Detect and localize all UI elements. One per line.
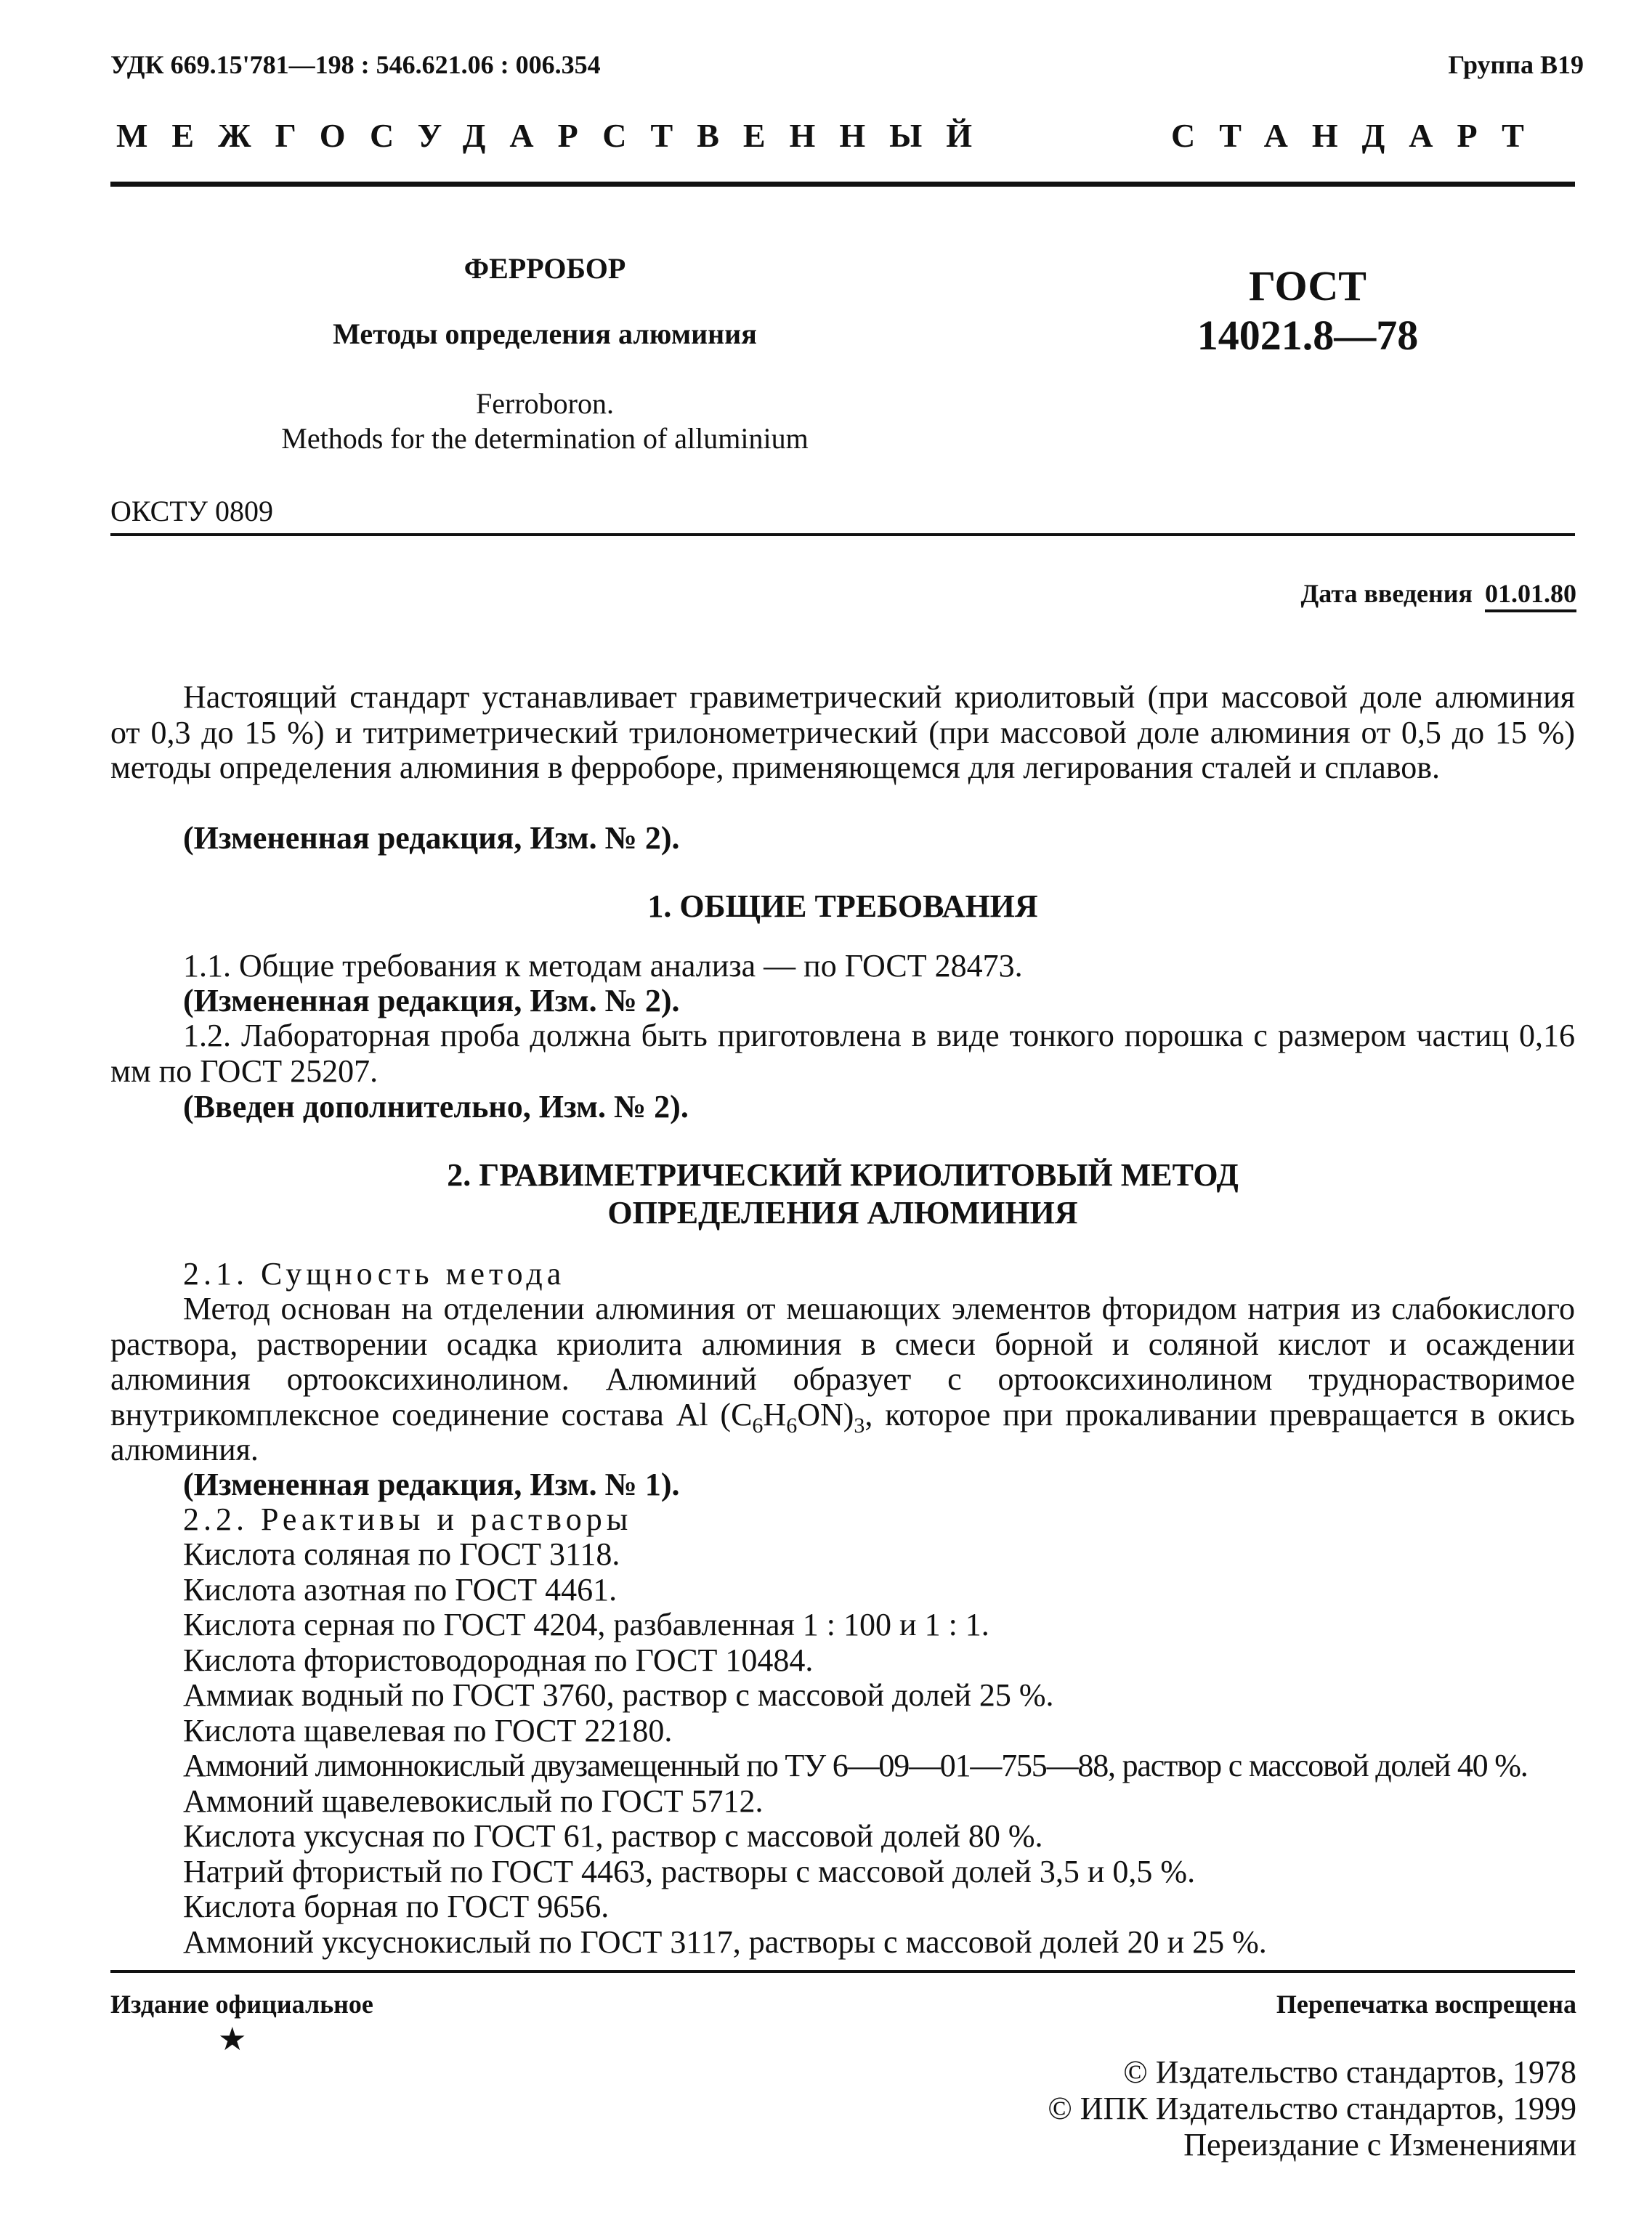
- intro-amendment: (Измененная редакция, Изм. № 2).: [183, 820, 680, 856]
- clause-2-1-amendment: (Измененная редакция, Изм. № 1).: [183, 1467, 680, 1502]
- okstu-rule: [110, 533, 1575, 536]
- formula-on: ON): [797, 1396, 854, 1432]
- footer-rule: [110, 1970, 1575, 1973]
- star-icon: ★: [218, 2022, 247, 2057]
- reagent-item: Кислота соляная по ГОСТ 3118.: [183, 1536, 620, 1572]
- clause-1-2-amendment: (Введен дополнительно, Изм. № 2).: [183, 1089, 689, 1124]
- doc-subtitle: Методы определения алюминия: [333, 317, 757, 350]
- formula-sub-6a: 6: [752, 1413, 764, 1438]
- reagent-item: Кислота азотная по ГОСТ 4461.: [183, 1571, 618, 1608]
- official-edition: Издание официальное: [110, 1990, 373, 2019]
- reagent-item: Кислота серная по ГОСТ 4204, разбавленная 1 : 100 и 1 : 1.: [183, 1607, 989, 1642]
- reagent-item: Кислота щавелевая по ГОСТ 22180.: [183, 1712, 673, 1748]
- clause-2-1-title: 2.1. Сущность метода: [183, 1256, 566, 1292]
- banner-left: МЕЖГОСУДАРСТВЕННЫЙ: [116, 117, 997, 154]
- clause-2-1-text: [110, 1292, 1575, 1468]
- clause-2-1-text-a: Метод основан на отделении алюминия от мешающих элементов фторидом натрия из слабокислого раствора, растворении осадка криолита алюминия в смеси борной и соляной кислот и осаждении алюминия ортооксихинолином. Алюминий образует с ортооксихинолином труднорастворимое внутрикомплексное соединение состава Al (C: [110, 1291, 1575, 1432]
- banner-right: СТАНДАРТ: [1171, 117, 1548, 154]
- copyright-1978: © Издательство стандартов, 1978: [1123, 2054, 1576, 2090]
- reagent-item: Аммоний уксуснокислый по ГОСТ 3117, растворы с массовой долей 20 и 25 %.: [183, 1924, 1267, 1960]
- clause-2-2-title: 2.2. Реактивы и растворы: [183, 1501, 633, 1537]
- doc-title-en-line2: Methods for the determination of alluminium: [281, 422, 809, 455]
- okstu-code: ОКСТУ 0809: [110, 495, 274, 527]
- reagent-item: Натрий фтористый по ГОСТ 4463, растворы с массовой долей 3,5 и 0,5 %.: [183, 1853, 1196, 1889]
- gost-number: 14021.8—78: [1197, 312, 1419, 359]
- clause-2-1-text-b: , которое при прокаливании превращается в окись алюминия.: [110, 1396, 1576, 1467]
- intro-paragraph: Настоящий стандарт устанавливает гравиметрический криолитовый (при массовой доле алюминия от 0,3 до 15 %) и титриметрический трилонометрический (при массовой доле алюминия от 0,5 до 15 %) методы определения алюминия в ферроборе, применяющемся для легирования сталей и сплавов.: [110, 679, 1575, 785]
- formula-sub-6b: 6: [786, 1413, 798, 1438]
- top-rule: [110, 182, 1575, 187]
- reagent-item: Аммиак водный по ГОСТ 3760, раствор с массовой долей 25 %.: [183, 1677, 1054, 1713]
- reprint-notice: Перепечатка воспрещена: [1276, 1990, 1576, 2019]
- doc-title: ФЕРРОБОР: [463, 252, 626, 285]
- effective-date-label: Дата введения: [1300, 579, 1473, 608]
- clause-1-1-amendment: (Измененная редакция, Изм. № 2).: [183, 983, 680, 1018]
- effective-date: [1301, 578, 1577, 609]
- reagent-item: Аммоний щавелевокислый по ГОСТ 5712.: [183, 1783, 764, 1819]
- clause-1-1: 1.1. Общие требования к методам анализа — по ГОСТ 28473.: [183, 948, 1023, 984]
- clause-1-2: 1.2. Лабораторная проба должна быть приготовлена в виде тонкого порошка с размером частиц 0,16 мм по ГОСТ 25207.: [110, 1018, 1575, 1089]
- reagent-item: Кислота уксусная по ГОСТ 61, раствор с массовой долей 80 %.: [183, 1818, 1043, 1854]
- section-2-heading-line1: 2. ГРАВИМЕТРИЧЕСКИЙ КРИОЛИТОВЫЙ МЕТОД: [447, 1157, 1239, 1193]
- section-1-heading: 1. ОБЩИЕ ТРЕБОВАНИЯ: [647, 888, 1038, 924]
- copyright-1999: © ИПК Издательство стандартов, 1999: [1048, 2091, 1576, 2126]
- doc-title-en: [218, 386, 872, 456]
- section-2-heading-line2: ОПРЕДЕЛЕНИЯ АЛЮМИНИЯ: [607, 1195, 1078, 1231]
- reagent-item: Кислота борная по ГОСТ 9656.: [183, 1889, 610, 1924]
- gost-designation: [1119, 262, 1497, 360]
- doc-title-en-line1: Ferroboron.: [476, 387, 614, 420]
- gost-label: ГОСТ: [1249, 262, 1366, 309]
- reagent-item: Кислота фтористоводородная по ГОСТ 10484.: [183, 1642, 814, 1678]
- udk-code: УДК 669.15'781—198 : 546.621.06 : 006.354: [110, 50, 601, 79]
- reagents-list: [183, 1537, 1528, 1960]
- formula-sub-3: 3: [854, 1413, 865, 1438]
- group-code: Группа В19: [1448, 50, 1584, 79]
- section-2-heading: [110, 1156, 1575, 1232]
- reagent-item: Аммоний лимоннокислый двузамещенный по ТУ 6—09—01—755—88, раствор с массовой долей 40 %.: [183, 1748, 1528, 1783]
- effective-date-value: 01.01.80: [1485, 579, 1576, 612]
- reissue-note: Переиздание с Изменениями: [1183, 2127, 1576, 2163]
- formula-h: H: [763, 1396, 787, 1432]
- copyright-block: [1048, 2054, 1576, 2163]
